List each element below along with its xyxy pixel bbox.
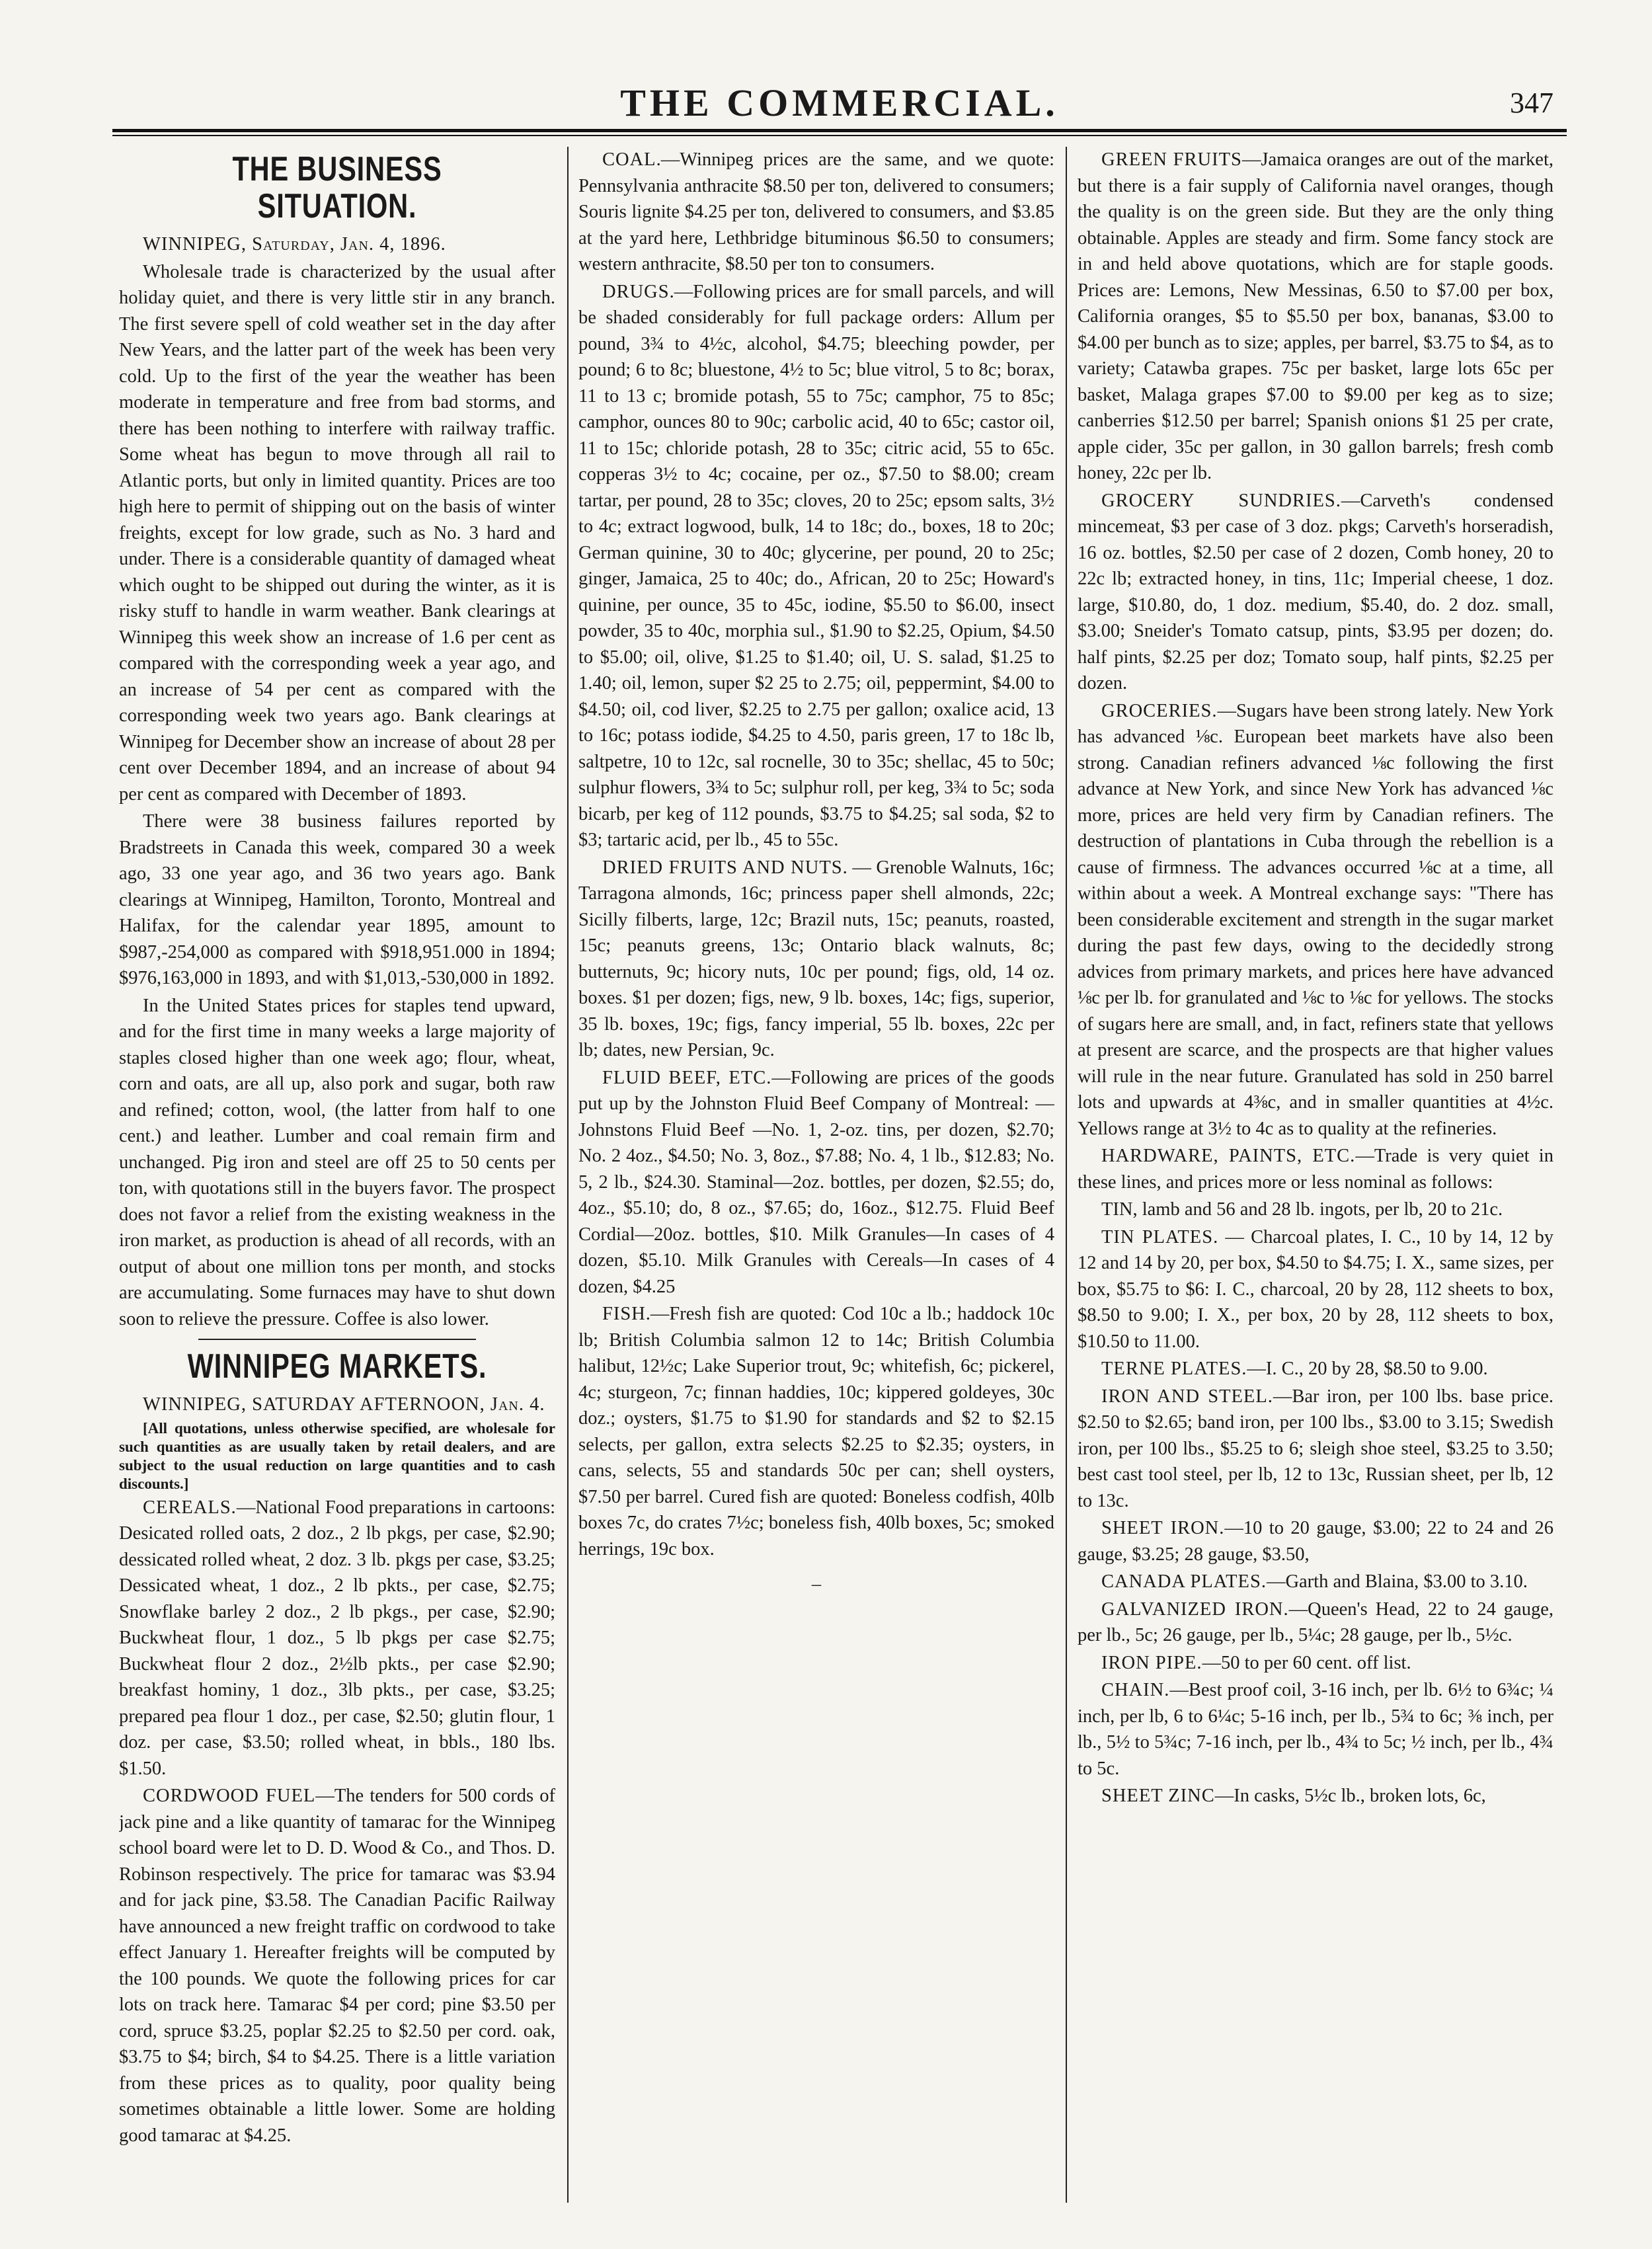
entry-text: —I. C., 20 by 28, $8.50 to 9.00. bbox=[1247, 1359, 1488, 1379]
market-entry-cordwood bbox=[119, 1783, 555, 2149]
entry-text: — Charcoal plates, I. C., 10 by 14, 12 by 12 and 14 by 20, per box, $4.50 to $4.75; I. X., same sizes, per box, $5.75 to $6: I. C., charcoal, 20 by 28, 112 sheets to box, $8.50 to 9.00; I. X., per box, 20 by 28, 112 sheets to box, $10.50 to 11.00. bbox=[1078, 1226, 1554, 1352]
entry-text: —Trade is very quiet in these lines, and prices more or less nominal as follows: bbox=[1078, 1146, 1554, 1193]
market-entry-cereals bbox=[119, 1495, 555, 1782]
column-1 bbox=[119, 147, 555, 2203]
section-separator bbox=[198, 1339, 476, 1340]
entry-lead: DRUGS bbox=[602, 281, 670, 302]
market-entry-tin: TIN, lamb and 56 and 28 lb. ingots, per lb, 20 to 21c. bbox=[1101, 1199, 1503, 1220]
entry-text: .—Fresh fish are quoted: Cod 10c a lb.; haddock 10c lb; British Columbia salmon 12 to 14c; British Columbia halibut, 12½c; Lake Superior trout, 9c; whitefish, 6c; pickerel, 4c; sturgeon, 7c; finnan haddies, 10c; kippered goldeyes, 30c doz.; oysters, $1.75 to $1.90 for standards and $2 to $2.15 selects, per gallon, extra selects $2.25 to $2.35; oysters, in cans, selects, 55 and standards 50c per can; shell oysters, $7.50 per barrel. Cured fish are quoted: Boneless codfish, 40lb boxes 7c, do crates 7½c; boneless fish, 40lb boxes, 5c; smoked herrings, 19c box. bbox=[578, 1304, 1054, 1559]
market-entry-fruits bbox=[578, 855, 1054, 1064]
entry-text: —Best proof coil, 3-16 inch, per lb. 6½ to 6¾c; ¼ inch, per lb, 6 to 6¼c; 5-16 inch, per lb., 5¾ to 6c; ⅜ inch, per lb., 5½ to 5¾c; 7-16 inch, per lb., 4¾ to 5c; ½ inch, per lb., 4¾ to 5c. bbox=[1078, 1680, 1554, 1779]
market-entry-groceries bbox=[1078, 698, 1554, 1142]
entry-text: —The tenders for 500 cords of jack pine and a like quantity of tamarac for the Winnipeg school board were let to D. D. Wood & Co., and Thos. D. Robinson respectively. The price for tamarac was $3.94 and for jack pine, $3.58. The Canadian Pacific Railway have announced a new freight traffic on cordwood to take effect January 1. Hereafter freights will be computed by the 100 pounds. We quote the following prices for car lots on track here. Tamarac $4 per cord; pine $3.50 per cord, spruce $3.25, poplar $2.25 to $2.50 per cord. oak, $3.75 to $4; birch, $4 to $4.25. There is a little variation from these prices as to quality, poor quality being sometimes obtainable a little lower. Some are holding good tamarac at $4.25. bbox=[119, 1786, 555, 2146]
market-entry-fish bbox=[578, 1301, 1054, 1562]
entry-text: .—Winnipeg prices are the same, and we quote: Pennsylvania anthracite $8.50 per ton, delivered to consumers; Souris lignite $4.25 per ton, delivered to consumers, and $3.85 at the yard here, Lethbridge bituminous $6.50 to consumers; western anthracite, $8.50 per ton to consumers. bbox=[578, 149, 1054, 274]
masthead-rule-thick bbox=[112, 129, 1567, 132]
entry-lead: CANADA PLATES. bbox=[1101, 1571, 1267, 1592]
entry-text: —Garth and Blaina, $3.00 to 3.10. bbox=[1266, 1571, 1528, 1592]
quotations-note: [All quotations, unless otherwise specified, are wholesale for such quantities as are usually taken by retail dealers, and are subject to the usual reduction on large quantities and to cash discounts.] bbox=[119, 1419, 555, 1492]
column-2 bbox=[578, 147, 1054, 2203]
entry-text: —Jamaica oranges are out of the market, but there is a fair supply of California navel oranges, though the quality is on the green side. But they are the only thing obtainable. Apples are steady and firm. Some fancy stock are in and held above quotations, which are for staple goods. Prices are: Lemons, New Messinas, 6.50 to $7.00 per box, California oranges, $5 to $5.50 per box, bananas, $3.00 to $4.00 per bunch as to size; apples, per barrel, $3.75 to $4, as to variety; Catawba grapes. 75c per basket, large lots 65c per basket, Malaga grapes $7.00 to $9.00 per keg as to size; canberries $12.50 per barrel; Spanish onions $1 25 per crate, apple cider, 35c per gallon, in 30 gallon barrels; fresh comb honey, 22c per lb. bbox=[1078, 149, 1554, 483]
business-situation-heading: THE BUSINESS SITUATION. bbox=[232, 150, 442, 225]
publication-title: THE COMMERCIAL. bbox=[620, 81, 1059, 124]
entry-text: —National Food preparations in cartoons: Desicated rolled oats, 2 doz., 2 lb pkgs, per case, $2.90; dessicated rolled wheat, 2 doz. 3 lb. pkgs per case, $3.25; Dessicated wheat, 1 doz., 2 lb pkts., per case, $2.75; Snowflake barley 2 doz., 2 lb pkgs., per case, $2.90; Buckwheat flour, 1 doz., 5 lb pkgs per case $2.75; Buckwheat flour 2 doz., 2½lb pkts., per case $2.90; breakfast hominy, 1 doz., 3lb pkts., per case, $3.25; prepared pea flour 1 doz., per case, $2.50; glutin flour, 1 doz. per case, $3.50; rolled wheat, in bbls., 180 lbs. $1.50. bbox=[119, 1497, 555, 1779]
market-entry-iron-steel bbox=[1078, 1384, 1554, 1515]
market-entry-sheet-iron bbox=[1078, 1515, 1554, 1567]
market-entry-fluid-beef bbox=[578, 1065, 1054, 1300]
entry-lead: TERNE PLATES. bbox=[1101, 1359, 1247, 1379]
entry-text: —10 to 20 gauge, $3.00; 22 to 24 and 26 gauge, $3.25; 28 gauge, $3.50, bbox=[1078, 1518, 1554, 1565]
entry-text: —In casks, 5½c lb., broken lots, 6c, bbox=[1214, 1786, 1486, 1806]
entry-lead: FISH bbox=[602, 1304, 646, 1324]
market-entry-drugs bbox=[578, 279, 1054, 853]
entry-text: —Sugars have been strong lately. New York has advanced ⅛c. European beet markets have also been strong. Canadian refiners advanced ⅛c following the first advance at New York, and since New York has advanced ⅛c more, prices are held very firm by Canadian refiners. The destruction of plantations in Cuba through the rebellion is a cause of firmness. The advances occurred ⅛c at a time, all within about a week. A Montreal exchange says: "There has been considerable excitement and strength in the sugar market during the past few days, owing to the decidedly strong advices from primary markets, and prices here have advanced ⅛c per lb. for granulated and ⅛c to ⅛c for yellows. The stocks of sugars here are small, and, in fact, refiners state that yellows at present are scarce, and the prospects are that higher values will rule in the near future. Granulated has sold in 250 barrel lots and upwards at 4⅜c, and in smaller quantities at 4½c. Yellows range at 3½ to 4c as to quality at the refineries. bbox=[1078, 700, 1554, 1139]
market-entry-coal bbox=[578, 147, 1054, 278]
entry-text: —Queen's Head, 22 to 24 gauge, per lb., 5c; 26 gauge, per lb., 5¼c; 28 gauge, per lb., 5½c. bbox=[1078, 1598, 1554, 1645]
entry-lead: CHAIN. bbox=[1101, 1680, 1170, 1700]
market-entry-iron-pipe bbox=[1078, 1650, 1554, 1677]
market-entry-canada-plates bbox=[1078, 1569, 1554, 1595]
market-entry-chain bbox=[1078, 1677, 1554, 1782]
winnipeg-markets-heading: WINNIPEG MARKETS. bbox=[187, 1347, 487, 1386]
market-entry-terne-plates bbox=[1078, 1356, 1554, 1382]
entry-lead: IRON AND STEEL. bbox=[1101, 1386, 1273, 1407]
column-divider bbox=[1066, 147, 1067, 2203]
entry-text: .—Following prices are for small parcels, and will be shaded considerably for full package orders: Allum per pound, 3¾ to 4½c, alcohol, $4.75; bleeching powder, per pound; 6 to 8c; bluestone, 4½ to 5c; blue vitrol, 5 to 8c; borax, 11 to 13 c; bromide potash, 55 to 75c; camphor, 75 to 85c; camphor, ounces 80 to 90c; carbolic acid, 40 to 65c; castor oil, 11 to 15c; chloride potash, 28 to 35c; citric acid, 55 to 65c. copperas 3½ to 4c; cocaine, per oz., $7.50 to $8.00; cream tartar, per pound, 28 to 35c; cloves, 20 to 25c; epsom salts, 3½ to 4c; extract logwood, bulk, 14 to 18c; do., boxes, 18 to 20c; German quinine, 30 to 40c; glycerine, per pound, 20 to 25c; ginger, Jamaica, 25 to 40c; do., African, 20 to 25c; Howard's quinine, per ounce, 35 to 45c, iodine, $5.50 to $6.00, insect powder, 35 to 40c, morphia sul., $1.90 to $2.25, Opium, $4.50 to $5.00; oil, olive, $1.25 to $1.40; oil, U. S. salad, $1.25 to 1.40; oil, lemon, super $2 25 to 2.75; oil, peppermint, $4.00 to $4.50; oil, cod liver, $2.25 to 2.75 per gallon; oxalice acid, 13 to 16c; potass iodide, $4.25 to 4.50, paris green, 17 to 18c lb, saltpetre, 10 to 12c, sal rocnelle, 30 to 35c; shellac, 45 to 50c; sulphur flowers, 3¾ to 5c; sulphur roll, per keg, 3¾ to 5c; soda bicarb, per keg of 112 pounds, $3.75 to $4.25; sal soda, $2 to $3; tartaric acid, per lb., 45 to 55c. bbox=[578, 281, 1054, 850]
market-entry-tin-plates bbox=[1078, 1224, 1554, 1355]
entry-lead: FLUID BEEF, ETC. bbox=[602, 1067, 772, 1088]
market-entry-galvanized-iron bbox=[1078, 1597, 1554, 1649]
entry-lead: GROCERY SUNDRIES. bbox=[1101, 490, 1341, 511]
page-number: 347 bbox=[1510, 87, 1554, 119]
masthead bbox=[112, 73, 1567, 126]
entry-text: —Bar iron, per 100 lbs. base price. $2.50 to $2.65; band iron, per 100 lbs., $3.00 to 3.15; Swedish iron, per 100 lbs., $5.25 to 6; sleigh shoe steel, $3.25 to 3.50; best cast tool steel, per lb, 12 to 13c, Russian sheet, per lb, 12 to 13c. bbox=[1078, 1386, 1554, 1511]
market-entry-hardware bbox=[1078, 1143, 1554, 1195]
market-entry-grocery-sundries bbox=[1078, 488, 1554, 697]
entry-lead: IRON PIPE. bbox=[1101, 1652, 1202, 1673]
entry-lead: SHEET IRON. bbox=[1101, 1518, 1225, 1538]
column-end-mark: – bbox=[811, 1574, 822, 1595]
entry-text: —50 to per 60 cent. off list. bbox=[1202, 1652, 1411, 1673]
market-entry-green-fruits bbox=[1078, 147, 1554, 487]
business-paragraph: There were 38 business failures reported by Bradstreets in Canada this week, compared 30 a week ago, 33 one year ago, and 36 two years ago. Bank clearings at Winnipeg, Hamilton, Toronto, Montreal and Halifax, for the calendar year 1895, amount to $987,-254,000 as compared with $918,951.000 in 1894; $976,163,000 in 1893, and with $1,013,-530,000 in 1892. bbox=[119, 811, 555, 988]
entry-lead: GREEN FRUITS bbox=[1101, 149, 1242, 170]
business-paragraph: In the United States prices for staples tend upward, and for the first time in many weeks a large majority of staples closed higher than one week ago; flour, wheat, corn and oats, are all up, also pork and sugar, both raw and refined; cotton, wool, (the latter from half to one cent.) and leather. Lumber and coal remain firm and unchanged. Pig iron and steel are off 25 to 50 cents per ton, with quotations still in the buyers favor. The prospect does not favor a relief from the existing weakness in the iron market, as production is ahead of all records, with an output of about one million tons per month, and stocks are accumulating. Some furnaces may have to shut down soon to relieve the pressure. Coffee is also lower. bbox=[119, 995, 555, 1329]
business-paragraph: Wholesale trade is characterized by the usual after holiday quiet, and there is very little stir in any branch. The first severe spell of cold weather set in the day after New Years, and the latter part of the week has been very cold. Up to the first of the year the weather has been moderate in temperature and free from bad storms, and there has been nothing to interfere with railway traffic. Some wheat has begun to move through all rail to Atlantic ports, but only in limited quantity. Prices are too high here to permit of shipping out on the basis of winter freights, except for low grade, such as No. 3 hard and under. There is a considerable quantity of damaged wheat which ought to be shipped out during the winter, as it is risky stuff to handle in warm weather. Bank clearings at Winnipeg this week show an increase of 1.6 per cent as compared with the corresponding week a year ago, and an increase of 54 per cent as compared with the corresponding week two years ago. Bank clearings at Winnipeg for December show an increase of about 28 per cent over December 1894, and an increase of about 94 per cent as compared with December of 1893. bbox=[119, 261, 555, 805]
entry-lead: COAL bbox=[602, 149, 656, 170]
entry-lead: DRIED FRUITS AND NUTS bbox=[602, 857, 843, 878]
business-situation-dateline: WINNIPEG, Saturday, Jan. 4, 1896. bbox=[143, 234, 446, 255]
entry-text: . — Grenoble Walnuts, 16c; Tarragona almonds, 16c; princess paper shell almonds, 22c; Sicilly filberts, large, 12c; Brazil nuts, 15c; peanuts, roasted, 15c; peanuts greens, 13c; Ontario black walnuts, 8c; butternuts, 9c; hicory nuts, 10c per pound; figs, old, 14 oz. boxes. $1 per dozen; figs, new, 9 lb. boxes, 14c; figs, superior, 35 lb. boxes, 19c; figs, fancy imperial, 55 lb. boxes, 22c per lb; dates, new Persian, 9c. bbox=[578, 857, 1054, 1060]
column-divider bbox=[567, 147, 569, 2203]
entry-lead: GALVANIZED IRON. bbox=[1101, 1598, 1289, 1620]
column-3 bbox=[1078, 147, 1554, 2203]
entry-lead: SHEET ZINC bbox=[1101, 1786, 1215, 1806]
masthead-rule-thin bbox=[112, 135, 1567, 136]
markets-dateline: WINNIPEG, SATURDAY AFTERNOON, Jan. 4. bbox=[143, 1394, 545, 1415]
entry-lead: TIN PLATES. bbox=[1101, 1226, 1219, 1247]
entry-text: —Following are prices of the goods put up by the Johnston Fluid Beef Company of Montreal: —Johnstons Fluid Beef —No. 1, 2-oz. tins, per dozen, $2.70; No. 2 4oz., $4.50; No. 3, 8oz., $7.88; No. 4, 1 lb., $12.83; No. 5, 2 lb., $24.30. Staminal—2oz. bottles, per dozen, $2.55; do, 4oz., $5.10; do, 8 oz., $7.65; do, 16oz., $12.75. Fluid Beef Cordial—20oz. bottles, $10. Milk Granules—In cases of 4 dozen, $5.10. Milk Granules with Cereals—In cases of 4 dozen, $4.25 bbox=[578, 1067, 1054, 1297]
entry-lead: GROCERIES. bbox=[1101, 700, 1218, 721]
entry-lead: HARDWARE, PAINTS, ETC. bbox=[1101, 1146, 1356, 1166]
entry-lead: CEREALS. bbox=[143, 1497, 237, 1518]
entry-text: —Carveth's condensed mincemeat, $3 per case of 3 doz. pkgs; Carveth's horseradish, 16 oz. bottles, $2.50 per case of 2 dozen, Comb honey, 20 to 22c lb; extracted honey, in tins, 11c; Imperial cheese, 1 doz. large, $10.80, do, 1 doz. medium, $5.40, do. 2 doz. small, $3.00; Sneider's Tomato catsup, pints, $3.95 per dozen; do. half pints, $2.25 per doz; Tomato soup, half pints, $2.25 per dozen. bbox=[1078, 490, 1554, 693]
entry-lead: CORDWOOD FUEL bbox=[143, 1786, 316, 1806]
market-entry-sheet-zinc bbox=[1078, 1783, 1554, 1809]
